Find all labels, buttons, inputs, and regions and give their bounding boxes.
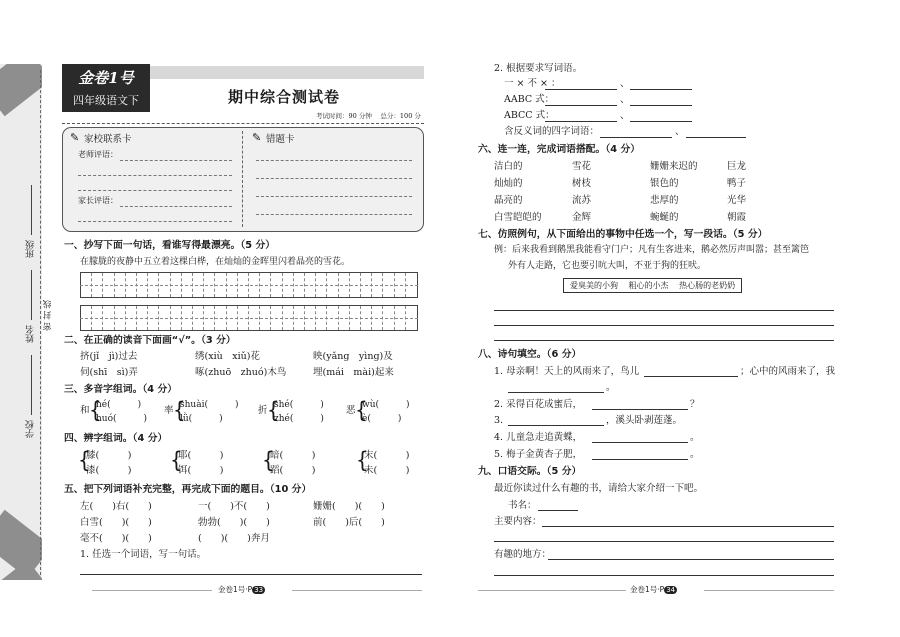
answer-line[interactable]: [494, 340, 834, 341]
book-name-label: 书名：: [508, 500, 537, 511]
brand-logo: [62, 64, 150, 112]
char-compare-blank[interactable]: 末( ): [364, 450, 410, 461]
answer-line[interactable]: [592, 409, 688, 410]
comma: 、: [675, 126, 685, 137]
poem-line: ，溪头卧剥莲蓬。: [606, 415, 683, 426]
writing-grid-midline: [80, 318, 418, 319]
char-compare-blank[interactable]: 漆( ): [86, 465, 132, 476]
match-right[interactable]: 朝霞: [727, 212, 747, 223]
idiom-blank[interactable]: 毫不( )( ): [80, 533, 152, 544]
question-mark: ？: [690, 399, 700, 410]
seal-dashed-line: [40, 70, 41, 575]
answer-line[interactable]: [494, 541, 834, 542]
binding-strip: [0, 64, 42, 580]
interesting-part-label: 有趣的地方：: [494, 549, 552, 560]
question-5-1: 1. 任选一个词语，写一句话。: [80, 549, 207, 560]
total-score: 总分：100 分: [380, 112, 421, 120]
poem-line: 4. 儿童急走追黄蝶，: [494, 432, 583, 443]
teacher-comment-line: [78, 190, 232, 191]
pinyin-item[interactable]: 伺(shī sì)弄: [80, 367, 138, 378]
char-compare-blank[interactable]: 蹈( ): [270, 465, 316, 476]
section-6-title: 六、连一连，完成词语搭配。（4 分）: [478, 144, 641, 155]
section-9-title: 九、口语交际。（5 分）: [478, 466, 582, 477]
comma: 、: [620, 94, 630, 105]
brand-name: 金卷1号: [78, 69, 134, 87]
polyphone-blank[interactable]: shuài( ): [180, 400, 239, 410]
word-rule-label: ABCC 式：: [504, 110, 555, 121]
brace: {: [267, 396, 280, 424]
match-right[interactable]: 树枝: [572, 178, 592, 189]
match-left[interactable]: 悲厚的: [650, 195, 679, 206]
answer-line[interactable]: [80, 574, 422, 575]
char-compare-blank[interactable]: 暗( ): [270, 450, 316, 461]
footer-line: [478, 590, 626, 591]
page-number: 34: [666, 586, 676, 594]
char-compare-blank[interactable]: 耶( ): [178, 450, 224, 461]
answer-line[interactable]: [545, 89, 617, 90]
period: 。: [606, 382, 616, 393]
footer-brand: 金卷1号: [630, 585, 658, 594]
polyphone-blank[interactable]: è( ): [362, 414, 402, 424]
brace: {: [78, 446, 91, 474]
contact-card-title: 家校联系卡: [84, 134, 132, 145]
error-card-line: [256, 214, 412, 215]
match-left[interactable]: 姗姗来迟的: [650, 161, 698, 172]
example-sentence: 外有人走路，它也要引吭大叫，不亚于狗的狂吠。: [508, 261, 707, 271]
exam-time: 考试时间：90 分钟: [316, 112, 372, 120]
class-fill-line: [31, 185, 32, 235]
name-label: 姓名: [26, 325, 36, 343]
parent-comment-label: 家长评语：: [78, 196, 118, 205]
school-fill-line: [31, 355, 32, 415]
poem-line: 1. 母亲啊！天上的风雨来了，鸟儿: [494, 366, 640, 377]
error-card-line: [256, 178, 412, 179]
brace: {: [262, 446, 275, 474]
answer-line[interactable]: [542, 526, 834, 527]
polyphone-blank[interactable]: shé( ): [274, 400, 324, 410]
polyphone-blank[interactable]: hé( ): [96, 400, 142, 410]
teacher-comment-line: [120, 160, 232, 161]
word-rule-label: AABC 式：: [504, 94, 555, 105]
poem-line: 5. 梅子金黄杏子肥，: [494, 449, 583, 460]
char-compare-blank[interactable]: 饵( ): [178, 465, 224, 476]
answer-line[interactable]: [600, 137, 672, 138]
footer-line: [292, 590, 422, 591]
word-rule-label: 一 × 不 × ：: [504, 78, 561, 89]
polyphone-blank[interactable]: lǜ( ): [180, 414, 223, 424]
brace: {: [89, 396, 102, 424]
idiom-blank[interactable]: 勃勃( )( ): [198, 517, 270, 528]
polyphone-blank[interactable]: zhé( ): [274, 414, 324, 424]
char-compare-blank[interactable]: 未( ): [364, 465, 410, 476]
question-2-title: 2. 根据要求写词语。: [494, 63, 583, 74]
idiom-blank[interactable]: 姗姗( )( ): [313, 501, 385, 512]
idiom-blank[interactable]: 左( )右( ): [80, 501, 152, 512]
section-3-title: 三、多音字组词。（4 分）: [64, 384, 178, 395]
section-4-title: 四、辨字组词。（4 分）: [64, 433, 168, 444]
answer-line[interactable]: [494, 310, 834, 311]
match-right[interactable]: 流苏: [572, 195, 592, 206]
answer-line[interactable]: [630, 121, 692, 122]
polyphone-blank[interactable]: huó( ): [96, 414, 148, 424]
polyphone-char: 恶: [346, 405, 356, 416]
answer-line[interactable]: [508, 392, 604, 393]
page-title: 期中综合测试卷: [228, 88, 341, 106]
teacher-comment-line: [78, 175, 232, 176]
polyphone-char: 和: [80, 405, 90, 416]
brace: {: [170, 446, 183, 474]
topic-options-box: 爱臭美的小狗 粗心的小杰 热心肠的老奶奶: [563, 278, 742, 293]
seal-line-label: 密 封 线: [43, 300, 53, 331]
match-left[interactable]: 蜿蜒的: [650, 212, 679, 223]
idiom-blank[interactable]: 一( )不( ): [198, 501, 270, 512]
example-sentence: 例：后来我看到鹅黑我能看守门户；凡有生客进来，鹅必然厉声叫嚣；甚至篱笆: [494, 245, 810, 255]
pencil-icon: ✎: [252, 131, 262, 144]
footer-line: [704, 590, 834, 591]
answer-line[interactable]: [545, 105, 617, 106]
pinyin-item[interactable]: 绣(xiù xiǔ)花: [195, 351, 260, 362]
idiom-blank[interactable]: 前( )后( ): [313, 517, 385, 528]
match-right[interactable]: 巨龙: [727, 161, 747, 172]
answer-line[interactable]: [630, 105, 692, 106]
pencil-icon: ✎: [70, 131, 80, 144]
match-left[interactable]: 晶亮的: [494, 195, 523, 206]
answer-line[interactable]: [508, 425, 604, 426]
error-card-title: 错题卡: [266, 134, 295, 145]
word-rule-label: 含反义词的四字词语：: [504, 126, 600, 137]
main-content-label: 主要内容：: [494, 516, 542, 527]
page-number: 33: [254, 586, 264, 594]
answer-line[interactable]: [686, 137, 746, 138]
page-footer: 金卷1号·P 33: [218, 585, 264, 594]
period: 。: [690, 432, 700, 443]
answer-line[interactable]: [545, 121, 617, 122]
pinyin-item[interactable]: 挤(jǐ jì)过去: [80, 351, 138, 362]
match-left[interactable]: 灿灿的: [494, 178, 523, 189]
book-name-line[interactable]: [538, 510, 578, 511]
contact-card-divider: [242, 131, 243, 227]
answer-line[interactable]: [548, 559, 834, 560]
polyphone-char: 折: [258, 405, 268, 416]
oral-prompt: 最近你读过什么有趣的书，请给大家介绍一下吧。: [494, 483, 704, 494]
answer-line[interactable]: [630, 89, 692, 90]
pinyin-item[interactable]: 埋(mái mài)起来: [313, 367, 394, 378]
answer-line[interactable]: [644, 376, 738, 377]
copy-sentence: 在朦胧的夜静中五立着这棵白桦，在灿灿的金晖里闪着晶亮的雪花。: [80, 257, 351, 267]
writing-grid-midline: [80, 285, 418, 286]
section-1-title: 一、抄写下面一句话，看谁写得最漂亮。（5 分）: [64, 240, 276, 251]
brace: {: [355, 396, 368, 424]
grade-label: 四年级语文下: [73, 94, 139, 107]
section-2-title: 二、在正确的读音下面画“√”。（3 分）: [64, 335, 236, 346]
brace: {: [356, 446, 369, 474]
answer-line[interactable]: [592, 459, 688, 460]
answer-line[interactable]: [494, 325, 834, 326]
footer-brand: 金卷1号: [218, 585, 246, 594]
comma: 、: [620, 78, 630, 89]
page-footer: 金卷1号·P 34: [630, 585, 676, 594]
teacher-comment-label: 老师评语：: [78, 150, 118, 159]
school-label: 学校: [26, 420, 36, 438]
footer-line: [92, 590, 212, 591]
match-right[interactable]: 鸭子: [727, 178, 747, 189]
poem-line: ；心中的风雨来了，我: [740, 366, 836, 377]
period: 。: [690, 449, 700, 460]
parent-comment-line: [78, 221, 232, 222]
answer-line[interactable]: [494, 575, 834, 576]
poem-line: 3.: [494, 415, 504, 426]
answer-line[interactable]: [592, 442, 688, 443]
char-compare-blank[interactable]: 膝( ): [86, 450, 132, 461]
match-left[interactable]: 银色的: [650, 178, 679, 189]
idiom-blank[interactable]: ( )( )奔月: [198, 533, 270, 544]
header-divider: [62, 123, 424, 124]
idiom-blank[interactable]: 白雪( )( ): [80, 517, 152, 528]
header-bar: [150, 66, 424, 79]
match-left[interactable]: 白雪皑皑的: [494, 212, 542, 223]
match-right[interactable]: 金辉: [572, 212, 592, 223]
match-right[interactable]: 光华: [727, 195, 747, 206]
pinyin-item[interactable]: 啄(zhuō zhuó)木鸟: [195, 367, 287, 378]
error-card-line: [256, 160, 412, 161]
brace: {: [173, 396, 186, 424]
class-label: 班级: [26, 240, 36, 258]
exam-meta: [316, 113, 421, 121]
match-left[interactable]: 洁白的: [494, 161, 523, 172]
name-fill-line: [31, 270, 32, 320]
section-5-title: 五、把下列词语补充完整，再完成下面的题目。（10 分）: [64, 484, 312, 495]
poem-line: 2. 采得百花成蜜后，: [494, 399, 583, 410]
section-7-title: 七、仿照例句，从下面给出的事物中任选一个，写一段话。（5 分）: [478, 229, 768, 240]
pinyin-item[interactable]: 映(yǎng yìng)及: [313, 351, 393, 362]
polyphone-char: 率: [164, 405, 174, 416]
polyphone-blank[interactable]: wù( ): [362, 400, 410, 410]
match-right[interactable]: 雪花: [572, 161, 592, 172]
section-8-title: 八、诗句填空。（6 分）: [478, 349, 582, 360]
comma: 、: [620, 110, 630, 121]
error-card-line: [256, 196, 412, 197]
parent-comment-line: [120, 206, 232, 207]
